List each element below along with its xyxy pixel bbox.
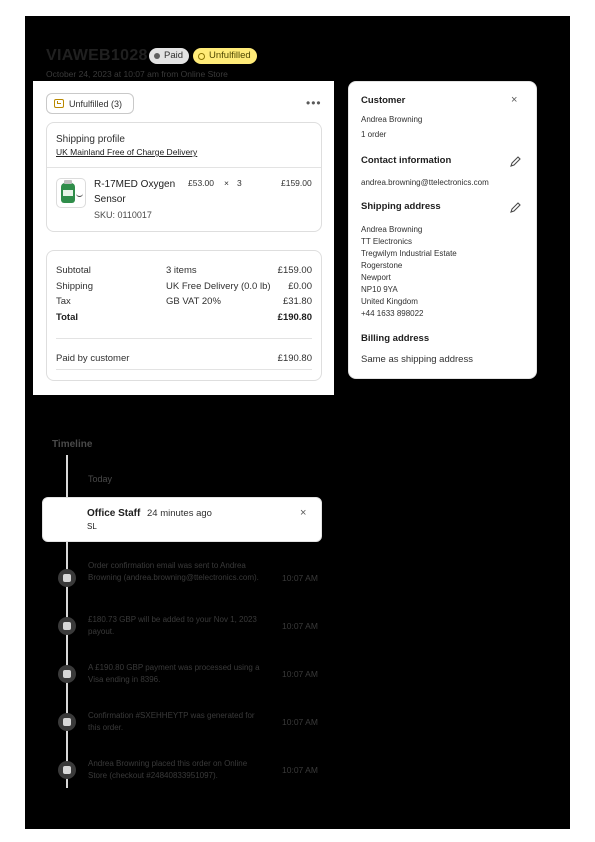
address-line: Rogerstone	[361, 261, 403, 270]
address-line: Andrea Browning	[361, 225, 423, 234]
timeline-event-time: 10:07 AM	[282, 621, 318, 631]
close-icon[interactable]: ×	[511, 94, 518, 106]
customer-email-link[interactable]: andrea.browning@ttelectronics.com	[361, 178, 489, 187]
total-amount: £190.80	[277, 312, 312, 323]
package-icon	[54, 99, 64, 108]
unfulfilled-badge-label: Unfulfilled	[209, 50, 251, 61]
unfulfilled-ring-icon	[198, 53, 205, 60]
customer-order-count: 1 order	[361, 130, 387, 139]
customer-heading: Customer	[361, 95, 406, 106]
total-label: Total	[56, 312, 78, 323]
unfulfilled-badge	[193, 48, 257, 64]
comment-author: Office Staff	[87, 508, 141, 519]
paid-dot-icon	[154, 53, 160, 59]
timeline-comment-card	[42, 497, 322, 542]
address-line: Newport	[361, 273, 391, 282]
paid-by-customer-amount: £190.80	[277, 353, 312, 364]
shipping-address-block	[361, 224, 457, 320]
timeline-event-time: 10:07 AM	[282, 765, 318, 775]
order-number: VIAWEB1028	[46, 47, 148, 64]
customer-name-link[interactable]: Andrea Browning	[361, 115, 423, 124]
address-line: TT Electronics	[361, 237, 412, 246]
address-line: NP10 9YA	[361, 285, 398, 294]
timeline-heading: Timeline	[52, 439, 93, 450]
timeline-event-time: 10:07 AM	[282, 717, 318, 727]
timeline-event-text: A £190.80 GBP payment was processed using a Visa ending in 8396.	[88, 663, 260, 684]
paid-badge	[149, 48, 189, 64]
timeline-event-dot-icon	[58, 713, 76, 731]
unfulfilled-status-button[interactable]	[46, 93, 134, 114]
timeline-event-time: 10:07 AM	[282, 669, 318, 679]
address-line: United Kingdom	[361, 297, 418, 306]
edit-shipping-pencil-icon[interactable]	[504, 197, 526, 219]
shipping-address-heading: Shipping address	[361, 201, 441, 212]
product-unit-price: £53.00	[188, 178, 214, 188]
timeline-event-dot-icon	[58, 761, 76, 779]
more-actions-button[interactable]: •••	[306, 96, 322, 110]
divider	[47, 167, 321, 168]
paid-by-customer-label: Paid by customer	[56, 353, 130, 364]
unfulfilled-status-label: Unfulfilled (3)	[69, 98, 123, 109]
times-sign: ×	[224, 178, 229, 188]
address-line: Tregwilym Industrial Estate	[361, 249, 457, 258]
timeline-event-text: £180.73 GBP will be added to your Nov 1, 2023 payout.	[88, 615, 257, 636]
tax-amount: £31.80	[282, 296, 312, 307]
timeline-date-label: Today	[88, 474, 113, 484]
edit-contact-pencil-icon[interactable]	[504, 151, 526, 173]
tax-detail: GB VAT 20%	[166, 296, 221, 307]
timeline-event-text: Confirmation #SXEHHEYTP was generated for this order.	[88, 711, 255, 732]
shipping-profile-link[interactable]: UK Mainland Free of Charge Delivery	[56, 147, 198, 157]
timeline-event-time: 10:07 AM	[282, 573, 318, 583]
product-line-total: £159.00	[281, 178, 312, 188]
timeline-event-text: Order confirmation email was sent to Andrea Browning (andrea.browning@ttelectronics.com).	[88, 561, 259, 582]
sensor-body-icon	[61, 183, 75, 203]
product-name-link[interactable]: R-17MED Oxygen Sensor	[94, 179, 176, 205]
timeline-event-dot-icon	[58, 617, 76, 635]
sensor-wire-icon	[76, 192, 83, 197]
subtotal-detail: 3 items	[166, 265, 197, 276]
shipping-profile-label: Shipping profile	[56, 134, 125, 145]
product-quantity: 3	[237, 178, 242, 188]
divider	[56, 369, 312, 370]
close-icon[interactable]: ×	[300, 507, 307, 519]
comment-initials: SL	[87, 522, 97, 531]
tax-label: Tax	[56, 296, 71, 307]
billing-address-value: Same as shipping address	[361, 354, 473, 365]
subtotal-label: Subtotal	[56, 265, 91, 276]
address-line: +44 1633 898022	[361, 309, 424, 318]
order-subtitle: October 24, 2023 at 10:07 am from Online Store	[46, 69, 228, 79]
shipping-amount: £0.00	[288, 281, 312, 292]
paid-badge-label: Paid	[164, 50, 184, 61]
oxygen-sensor-thumbnail	[56, 178, 86, 208]
divider	[56, 338, 312, 339]
contact-info-heading: Contact information	[361, 155, 452, 166]
billing-address-heading: Billing address	[361, 333, 430, 344]
subtotal-amount: £159.00	[277, 265, 312, 276]
comment-time: 24 minutes ago	[147, 508, 212, 519]
timeline-event-dot-icon	[58, 665, 76, 683]
timeline-event-dot-icon	[58, 569, 76, 587]
shipping-detail: UK Free Delivery (0.0 lb)	[166, 281, 271, 292]
timeline-event-text: Andrea Browning placed this order on Online Store (checkout #24840833951097).	[88, 759, 248, 780]
shipping-label: Shipping	[56, 281, 93, 292]
product-sku: SKU: 0110017	[94, 210, 152, 220]
